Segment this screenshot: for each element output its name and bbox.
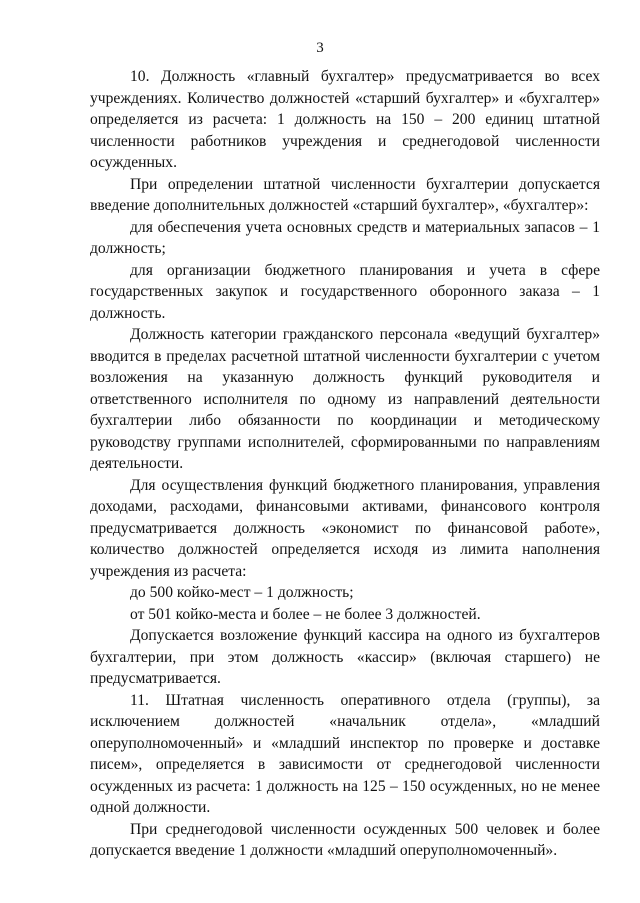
paragraph-leading-accountant: Должность категории гражданского персонала «ведущий бухгалтер» вводится в пределах расчетной штатной численности бухгалтерии с учетом возложения на указанную должность функций руководителя и ответственного исполнителя по одному из направлений деятельности бухгалтерии либо обязанности по координации и методическому руководству группами исполнителей, сформированными по направлениям деятельности. [90,326,600,472]
paragraph-junior-operative: При среднегодовой численности осужденных 500 человек и более допускается введение 1 должности «младший оперуполномоченный». [90,820,600,859]
paragraph-cashier: Допускается возложение функций кассира на одного из бухгалтеров бухгалтерии, при этом должность «кассир» (включая старшего) не предусматривается. [90,627,600,687]
document-body [90,66,600,862]
paragraph-economist: Для осуществления функций бюджетного планирования, управления доходами, расходами, финансовыми активами, финансового контроля предусматривается должность «экономист по финансовой работе», количество должностей определяется исходя из лимита наполнения учреждения из расчета: [90,476,600,580]
paragraph-additional-positions: При определении штатной численности бухгалтерии допускается введение дополнительных должностей «старший бухгалтер», «бухгалтер»: [90,175,600,214]
paragraph-up-to-500-beds: до 500 койко-мест – 1 должность; [130,584,354,601]
paragraph-budget-planning: для организации бюджетного планирования и учета в сфере государственных закупок и государственного оборонного заказа – 1 должность. [90,261,600,322]
page-number: 3 [316,40,324,56]
paragraph-11-operational-department: 11. Штатная численность оперативного отдела (группы), за исключением должностей «начальник отдела», «младший оперуполномоченный» и «младший инспектор по проверке и доставке писем», определяется в зависимости от среднегодовой численности осужденных из расчета: 1 должность на 125 – 150 осужденных, но не менее одной должности. [90,691,600,816]
paragraph-fixed-assets: для обеспечения учета основных средств и материальных запасов – 1 должность; [90,218,600,257]
paragraph-from-501-beds: от 501 койко-места и более – не более 3 должностей. [130,605,481,623]
paragraph-10-chief-accountant: 10. Должность «главный бухгалтер» предусматривается во всех учреждениях. Количество должностей «старший бухгалтер» и «бухгалтер» определяется из расчета: 1 должность на 150 – 200 единиц штатной численности работников учреждения и среднегодовой численности осужденных. [90,68,600,171]
